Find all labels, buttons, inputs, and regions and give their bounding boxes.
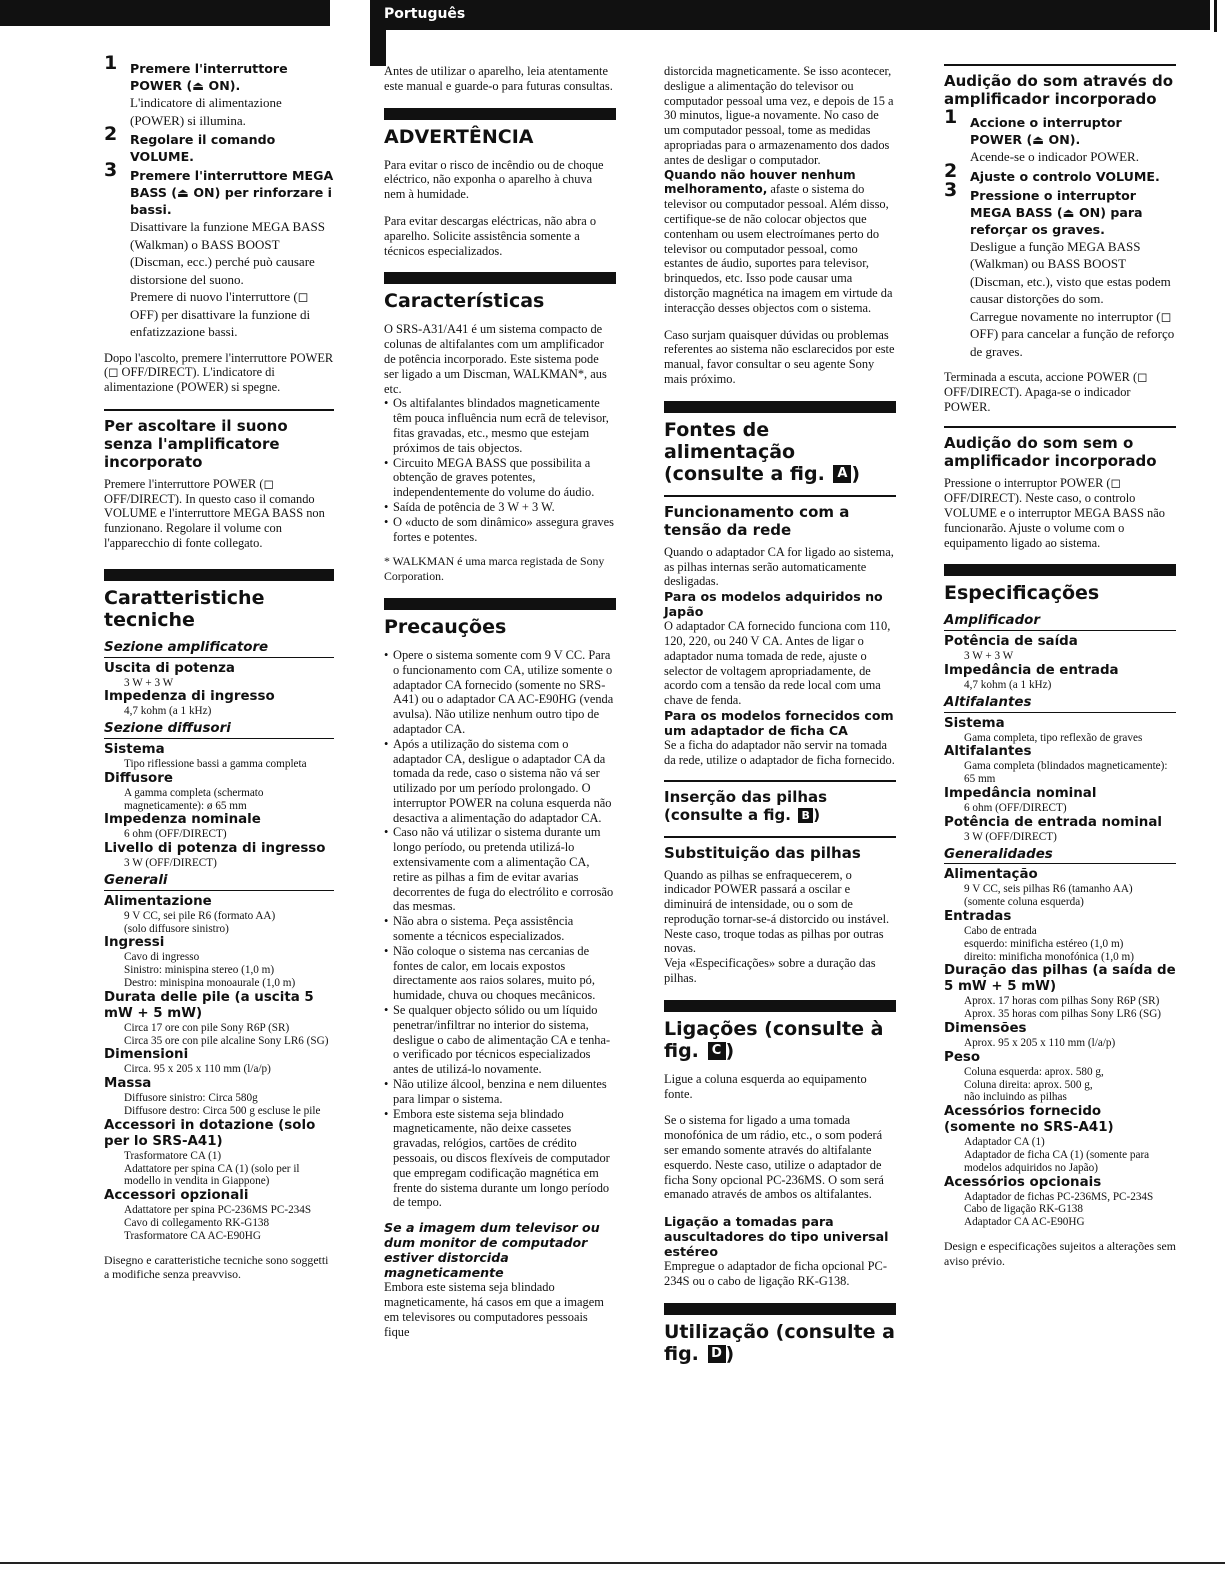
step-title: Pressione o interruptor MEGA BASS (⏏ ON) para reforçar os graves.: [970, 187, 1143, 237]
spec-value-line: A gamma completa (schermato magneticamente): ø 65 mm: [124, 786, 264, 812]
intro-text: Antes de utilizar o aparelho, leia atentamente este manual e guarde-o para futuras consultas.: [384, 64, 613, 93]
spec-group-speakers: Sezione diffusori: [104, 722, 334, 739]
spec-value: [104, 787, 334, 813]
section-heading-no-amp: Per ascoltare il suono senza l'amplificatore incorporato: [104, 416, 288, 471]
figure-badge: A: [833, 465, 851, 483]
spec-label: Impedância nominal: [944, 785, 1097, 801]
step-item: [104, 52, 334, 129]
replace-text: Quando as pilhas se enfraquecerem, o indicador POWER passará a oscilar e diminuirá de intensidade, ou o som de reprodução tornar-se-á distorcido ou instável. Neste caso, troque todas as pilhas por outras novas.: [664, 867, 890, 956]
spec-value-line: Coluna esquerda: aprox. 580 g,: [964, 1065, 1104, 1078]
section-bar: [664, 1000, 896, 1012]
list-item: • Saída de potência de 3 W + 3 W.: [384, 500, 616, 515]
step-title: Ajuste o controlo VOLUME.: [970, 168, 1160, 184]
spec-value-line: 6 ohm (OFF/DIRECT): [964, 801, 1067, 814]
step-number: 2: [104, 123, 118, 145]
section-heading-specs: Caratteristiche tecniche: [104, 586, 265, 631]
section-bar: [384, 598, 616, 610]
section-heading-connections: Ligações (consulte à fig. C ): [664, 1017, 884, 1062]
spec-value-line: Adattatore per spina PC-236MS PC-234S: [124, 1204, 312, 1217]
spec-value-line: Gama completa (blindados magneticamente): 65 mm: [964, 760, 1168, 786]
spec-value-line: Tipo riflessione bassi a gamma completa: [124, 758, 307, 771]
section-heading-battery: Inserção das pilhas (consulte a fig. B ): [664, 787, 828, 824]
after-listening-text: Terminada a escuta, accione POWER (◻ OFF/DIRECT). Apaga-se o indicador POWER.: [944, 370, 1148, 414]
spec-list-general: [104, 894, 334, 1243]
spec-label: Accessori opzionali: [104, 1188, 249, 1204]
spec-value-line: Adaptador de ficha CA (1) (somente para modelos adquiridos no Japão): [964, 1148, 1150, 1174]
spec-value: [104, 951, 334, 989]
step-list: [944, 106, 1176, 360]
column-italian: [104, 52, 334, 1294]
column-portuguese-2: [664, 64, 896, 1375]
spec-label: Ingressi: [104, 935, 165, 951]
tv-distortion-heading: Se a imagem dum televisor ou dum monitor de computador estiver distorcida magneticamente: [384, 1220, 600, 1281]
spec-value: [944, 732, 1176, 745]
spec-label: Entradas: [944, 908, 1012, 924]
step-item: [104, 123, 334, 165]
spec-value: [944, 679, 1176, 692]
no-improvement-text: [664, 168, 896, 316]
spec-value: [104, 1063, 334, 1076]
spec-value-line: 9 V CC, sei pile R6 (formato AA): [124, 909, 276, 922]
no-improvement-bold: Quando não houver nenhum melhoramento,: [664, 167, 856, 197]
spec-group-amp: Amplificador: [944, 614, 1176, 631]
figure-badge: C: [708, 1042, 726, 1060]
spec-value-line: Circa 17 ore con pile Sony R6P (SR): [124, 1021, 290, 1034]
spec-list-amp: [104, 661, 334, 719]
step-number: 2: [944, 159, 958, 182]
step-text: Premere di nuovo l'interruttore (◻ OFF) per disattivare la funzione di enfatizzazione bassi.: [130, 289, 311, 339]
spec-value-line: 4,7 kohm (a 1 kHz): [964, 678, 1052, 691]
step-text: Acende-se o indicador POWER.: [970, 149, 1139, 164]
battery-title: Inserção das pilhas (consulte a fig.: [664, 787, 828, 824]
spec-value-line: Aprox. 95 x 205 x 110 mm (l/a/p): [964, 1036, 1116, 1049]
spec-value-line: Adattatore per spina CA (1) (solo per il modello in vendita in Giappone): [124, 1162, 300, 1188]
spec-value: [104, 677, 334, 690]
spec-value: [944, 1037, 1176, 1050]
spec-value: [944, 650, 1176, 663]
japan-text: O adaptador CA fornecido funciona com 110, 120, 220, ou 240 V CA. Antes de ligar o adaptador numa tomada de rede, ajuste o selector de voltagem apropriadamente, de acordo com a tensão da rede local com uma chave de fenda.: [664, 619, 891, 708]
section-rule: [104, 409, 334, 411]
spec-group-general: Generali: [104, 874, 334, 891]
list-item: • Se qualquer objecto sólido ou um líquido penetrar/infiltrar no interior do sistema, desligue o cabo de alimentação CA e tenha-o verificado por técnicos especializados antes de utilizá-lo novamente.: [384, 1003, 616, 1077]
step-title: Premere l'interruttore MEGA BASS (⏏ ON) per rinforzare i bassi.: [130, 168, 334, 217]
spec-list-amp: [944, 634, 1176, 692]
spec-value: [104, 705, 334, 718]
step-number: 3: [104, 159, 118, 181]
section-heading-power: Fontes de alimentação (consulte a fig. A ): [664, 418, 861, 485]
list-item: • Não coloque o sistema nas cercanias de fontes de calor, em locais expostos directamente aos raios solares, muito pó, humidade, chuva ou choques mecânicos.: [384, 944, 616, 1003]
spec-value-line: 3 W + 3 W: [964, 650, 1014, 663]
spec-value: [104, 857, 334, 870]
step-text: Desligue a função MEGA BASS (Walkman) ou BASS BOOST (Discman, etc.), visto que estas podem causar distorções do som.: [970, 238, 1171, 306]
spec-label: Diffusore: [104, 770, 173, 786]
step-body: [970, 148, 1176, 166]
spec-value-line: (somente coluna esquerda): [964, 896, 1084, 909]
section-bar: [664, 1303, 896, 1315]
header-bar-right: [370, 0, 1210, 30]
spec-value: [944, 802, 1176, 815]
step-title: Accione o interruptor POWER (⏏ ON).: [970, 115, 1122, 147]
footer-note: Design e especificações sujeitos a alterações sem aviso prévio.: [944, 1238, 1176, 1268]
spec-value-line: Coluna direita: aprox. 500 g,: [964, 1078, 1093, 1091]
universal-heading: Ligação a tomadas para auscultadores do tipo universal estéreo: [664, 1214, 889, 1260]
step-number: 1: [944, 106, 958, 128]
spec-value-line: Sinistro: minispina stereo (1,0 m): [124, 964, 275, 977]
no-improvement-rest: afaste o sistema do televisor ou computador pessoal. Além disso, certifique-se de não colocar objectos que contenham ou usem electroímanes perto do televisor ou computador pessoal, como estantes de áudio, suportes para televisor, brinquedos, etc. Isso pode causar uma distorção magnética na imagem em virtude da interacção desses objectos com o sistema.: [664, 182, 893, 315]
spec-value-line: 3 W (OFF/DIRECT): [964, 830, 1057, 843]
list-item: • Não abra o sistema. Peça assistência somente a técnicos especializados.: [384, 914, 616, 944]
spec-value: [104, 1092, 334, 1118]
spec-value-line: Circa 35 ore con pile alcaline Sony LR6 (SG): [124, 1034, 329, 1047]
list-item: • Opere o sistema somente com 9 V CC. Para o funcionamento com CA, utilize somente o adaptador CA fornecido (somente no SRS-A41) ou o adaptador CA AC-E90HG (venda avulsa). Não utilize nenhum outro tipo de adaptador CA.: [384, 648, 616, 737]
spec-value-line: Cavo di ingresso: [124, 951, 200, 964]
spec-value: [944, 925, 1176, 963]
step-title: Premere l'interruttore POWER (⏏ ON).: [130, 61, 288, 93]
spec-value-line: Diffusore destro: Circa 500 g escluse le pile: [124, 1105, 321, 1118]
spec-group-amp: Sezione amplificatore: [104, 641, 334, 658]
warning-text-2: Para evitar descargas eléctricas, não abra o aparelho. Solicite assistência somente a técnicos especializados.: [384, 213, 597, 258]
spec-label: Duração das pilhas (a saída de 5 mW + 5 mW): [944, 963, 1176, 995]
section-heading-amp-listening: Audição do som através do amplificador incorporado: [944, 72, 1174, 108]
spec-value: [944, 995, 1176, 1021]
step-number: 3: [944, 178, 958, 201]
trademark-note: * WALKMAN é uma marca registada de Sony Corporation.: [384, 554, 605, 584]
tv-distortion-text: Embora este sistema seja blindado magneticamente, há casos em que a imagem em televisores ou computadores pessoais fique: [384, 1280, 604, 1339]
section-heading-use: Utilização (consulte a fig. D ): [664, 1320, 895, 1365]
list-item: • Embora este sistema seja blindado magneticamente, não deixe cassetes gravadas, relógios, cartões de crédito pessoais, ou discos flexíveis de computador que empregam codificação magnética em frente do sistema durante um longo período de tempo.: [384, 1107, 616, 1211]
japan-heading: Para os modelos adquiridos no Japão: [664, 589, 883, 620]
column-portuguese-1: [384, 64, 616, 1339]
step-list: [104, 52, 334, 341]
section-bar: [104, 569, 334, 581]
list-item: • Os altifalantes blindados magneticamente têm pouca influência num ecrã de televisor, fitas gravadas, etc., mesmo que estejam próximos de tais objectos.: [384, 396, 616, 455]
spec-value: [944, 831, 1176, 844]
spec-list-speakers: [104, 742, 334, 870]
spec-value-line: 3 W (OFF/DIRECT): [124, 857, 217, 870]
spec-value: [944, 883, 1176, 909]
no-amp-text: Premere l'interruttore POWER (◻ OFF/DIRECT). In questo caso il comando VOLUME e l'interruttore MEGA BASS non funzionano. Regolare il volume con l'apparecchio di fonte collegato.: [104, 476, 325, 551]
spec-label: Alimentação: [944, 867, 1038, 883]
step-text: L'indicatore di alimentazione (POWER) si illumina.: [130, 95, 282, 128]
spec-label: Acessórios fornecido (somente no SRS-A41): [944, 1104, 1114, 1136]
section-rule: [664, 836, 896, 838]
connections-title: Ligações (consulte à fig.: [664, 1017, 884, 1062]
spec-value-line: Cabo de ligação RK-G138: [964, 1203, 1083, 1216]
spec-label: Dimensões: [944, 1020, 1027, 1036]
tv-distortion-continued: distorcida magneticamente. Se isso acontecer, desligue a alimentação do televisor ou computador pessoal uma vez, e depois de 15 a 30 minutos, ligue-a novamente. No caso de um computador pessoal, tome as medidas apropriadas para o armazenamento dos dados antes de desligar o computador.: [664, 64, 894, 167]
spec-value: [104, 1150, 334, 1188]
figure-badge: D: [708, 1345, 726, 1363]
spec-group-general: Generalidades: [944, 848, 1176, 865]
section-heading-warning: ADVERTÊNCIA: [384, 125, 534, 148]
step-item: [944, 159, 1176, 185]
list-item: • Não utilize álcool, benzina e nem diluentes para limpar o sistema.: [384, 1077, 616, 1107]
section-bar: [944, 564, 1176, 576]
section-heading-specs: Especificações: [944, 582, 1100, 605]
step-title: Regolare il comando VOLUME.: [130, 132, 276, 164]
section-heading-precautions: Precauções: [384, 615, 507, 638]
replace-see-text: Veja «Especificações» sobre a duração das pilhas.: [664, 956, 876, 986]
step-item: [104, 159, 334, 341]
spec-value-line: Aprox. 35 horas com pilhas Sony LR6 (SG): [964, 1008, 1162, 1021]
spec-value-line: Adaptador CA (1): [964, 1136, 1045, 1149]
spec-value: [944, 760, 1176, 786]
spec-label: Uscita di potenza: [104, 660, 235, 676]
features-intro: O SRS-A31/A41 é um sistema compacto de colunas de altifalantes com um amplificador de potência incorporado. Este sistema pode ser ligado a um Discman, WALKMAN*, aus etc.: [384, 322, 607, 396]
spec-list-general: [944, 867, 1176, 1229]
spec-value-line: Trasformatore CA AC-E90HG: [124, 1229, 261, 1242]
page-bottom-rule: [0, 1562, 1225, 1564]
step-body: [970, 238, 1176, 361]
spec-value-line: 3 W + 3 W: [124, 676, 174, 689]
mains-text: Quando o adaptador CA for ligado ao sistema, as pilhas internas serão automaticamente desligadas.: [664, 544, 894, 589]
step-item: [944, 178, 1176, 361]
spec-label: Massa: [104, 1076, 152, 1092]
spec-value-line: 6 ohm (OFF/DIRECT): [124, 828, 227, 841]
spec-value: [944, 1191, 1176, 1229]
spec-value-line: Gama completa, tipo reflexão de graves: [964, 731, 1143, 744]
footer-note: Disegno e caratteristiche tecniche sono soggetti a modifiche senza preavviso.: [104, 1252, 329, 1282]
section-rule: [944, 64, 1176, 66]
spec-value-line: 4,7 kohm (a 1 kHz): [124, 705, 212, 718]
section-heading-replace: Substituição das pilhas: [664, 843, 861, 862]
questions-text: Caso surjam quaisquer dúvidas ou problemas referentes ao sistema não esclarecidos por este manual, favor consultar o seu agente Sony mais próximo.: [664, 327, 895, 386]
spec-group-speakers: Altifalantes: [944, 696, 1176, 713]
spec-value-line: (solo diffusore sinistro): [124, 922, 229, 935]
spec-label: Dimensioni: [104, 1047, 189, 1063]
spec-value-line: Trasformatore CA (1): [124, 1149, 222, 1162]
spec-value-line: Cabo de entrada: [964, 924, 1037, 937]
no-amp-text: Pressione o interruptor POWER (◻ OFF/DIRECT). Neste caso, o controlo VOLUME e o interruptor MEGA BASS não funcionarão. Ajuste o volume com o equipamento ligado ao sistema.: [944, 476, 1165, 550]
section-rule: [664, 780, 896, 782]
spec-value: [104, 1022, 334, 1048]
spec-value: [944, 1066, 1176, 1104]
spec-value-line: Adaptador CA AC-E90HG: [964, 1216, 1085, 1229]
spec-label: Impedenza di ingresso: [104, 689, 275, 705]
figure-badge: B: [798, 808, 813, 823]
spec-value-line: Cavo di collegamento RK-G138: [124, 1217, 270, 1229]
spec-value-line: Adaptador de fichas PC-236MS, PC-234S: [964, 1190, 1154, 1203]
connections-text-2: Se o sistema for ligado a uma tomada monofónica de um rádio, etc., o som poderá ser emando somente através do altifalante esquerdo. Neste caso, utilize o adaptador de ficha Sony opcional PC-236MS. O som será emanado através de ambos os altifalantes.: [664, 1113, 884, 1202]
list-item: • Caso não vá utilizar o sistema durante um longo período, ou pretenda utilizá-lo extensivamente com a alimentação CA, retire as pilhas a fim de evitar avarias decorrentes de fuga do electrólito e corrosão das mesmas.: [384, 825, 616, 914]
plug-heading: Para os modelos fornecidos com um adaptador de ficha CA: [664, 707, 894, 738]
spec-value: [104, 1204, 334, 1242]
spec-label: Acessórios opcionais: [944, 1174, 1102, 1190]
spec-value: [104, 910, 334, 936]
spec-value-line: Aprox. 17 horas com pilhas Sony R6P (SR): [964, 995, 1160, 1008]
spec-value: [104, 758, 334, 771]
features-list: [384, 396, 616, 544]
list-item: • Circuito MEGA BASS que possibilita a obtenção de graves potentes, independentemente do volume do áudio.: [384, 456, 616, 500]
plug-text: Se a ficha do adaptador não servir na tomada da rede, utilize o adaptador de ficha fornecido.: [664, 737, 895, 767]
universal-text: Empregue o adaptador de ficha opcional PC-234S ou o cabo de ligação RK-G138.: [664, 1259, 887, 1289]
spec-value: [104, 828, 334, 841]
section-bar: [384, 272, 616, 284]
use-title: Utilização (consulte a fig.: [664, 1320, 895, 1365]
spec-label: Durata delle pile (a uscita 5 mW + 5 mW): [104, 989, 314, 1021]
spec-list-speakers: [944, 716, 1176, 844]
spec-label: Impedenza nominale: [104, 812, 261, 828]
spec-label: Accessori in dotazione (solo per lo SRS-A41): [104, 1117, 316, 1149]
section-heading-mains: Funcionamento com a tensão da rede: [664, 502, 850, 539]
connections-text-1: Ligue a coluna esquerda ao equipamento fonte.: [664, 1071, 867, 1101]
spec-label: Sistema: [944, 715, 1005, 731]
section-heading-no-amp: Audição do som sem o amplificador incorporado: [944, 434, 1157, 471]
spec-label: Peso: [944, 1049, 981, 1065]
spec-value-line: Destro: minispina monoaurale (1,0 m): [124, 977, 296, 990]
spec-label: Potência de saída: [944, 634, 1078, 650]
step-text: Disattivare la funzione MEGA BASS (Walkman) o BASS BOOST (Discman, ecc.) perché può causare distorsione del suono.: [130, 219, 325, 287]
spec-value-line: Diffusore sinistro: Circa 580g: [124, 1092, 258, 1105]
spec-label: Potência de entrada nominal: [944, 814, 1162, 830]
step-text: Carregue novamente no interruptor (◻ OFF) para cancelar a função de reforço de graves.: [970, 308, 1175, 359]
spec-value-line: 9 V CC, seis pilhas R6 (tamanho AA): [964, 883, 1133, 896]
spec-value-line: esquerdo: minificha estéreo (1,0 m): [964, 937, 1124, 950]
edge-marker: [1214, 0, 1217, 32]
section-bar: [664, 401, 896, 413]
power-title: Fontes de alimentação (consulte a fig.: [664, 418, 825, 485]
spec-label: Alimentazione: [104, 893, 212, 909]
precautions-list: [384, 648, 616, 1210]
step-body: [130, 94, 334, 129]
spec-value-line: direito: minificha monofónica (1,0 m): [964, 950, 1134, 963]
spec-value-line: não incluindo as pilhas: [964, 1091, 1067, 1104]
step-body: [130, 218, 334, 341]
list-item: • Após a utilização do sistema com o adaptador CA, desligue o adaptador CA da tomada da rede, caso o sistema não vá ser utilizado por um período prolongado. O interruptor POWER na coluna esquerda não desactiva a alimentação do adaptador CA.: [384, 737, 616, 826]
after-listening-text: Dopo l'ascolto, premere l'interruttore POWER (◻ OFF/DIRECT). L'indicatore di alimentazione (POWER) si spegne.: [104, 350, 334, 395]
step-number: 1: [104, 52, 118, 74]
spec-value-line: Circa. 95 x 205 x 110 mm (l/a/p): [124, 1063, 271, 1076]
spec-label: Sistema: [104, 742, 165, 758]
section-heading-features: Características: [384, 290, 545, 313]
language-label: Português: [384, 6, 466, 22]
header-bar-left: [0, 0, 330, 26]
section-bar: [384, 108, 616, 120]
column-portuguese-3: [944, 64, 1176, 1280]
spec-label: Livello di potenza di ingresso: [104, 841, 326, 857]
spec-label: Altifalantes: [944, 744, 1032, 760]
spec-value: [944, 1136, 1176, 1174]
step-item: [944, 106, 1176, 166]
section-rule: [664, 495, 896, 497]
section-rule: [944, 426, 1176, 428]
list-item: • O «ducto de som dinâmico» assegura graves fortes e potentes.: [384, 515, 616, 545]
header-tab-marker: [370, 28, 386, 66]
spec-label: Impedância de entrada: [944, 662, 1119, 678]
warning-text-1: Para evitar o risco de incêndio ou de choque eléctrico, não exponha o aparelho à chuva nem à humidade.: [384, 157, 604, 202]
